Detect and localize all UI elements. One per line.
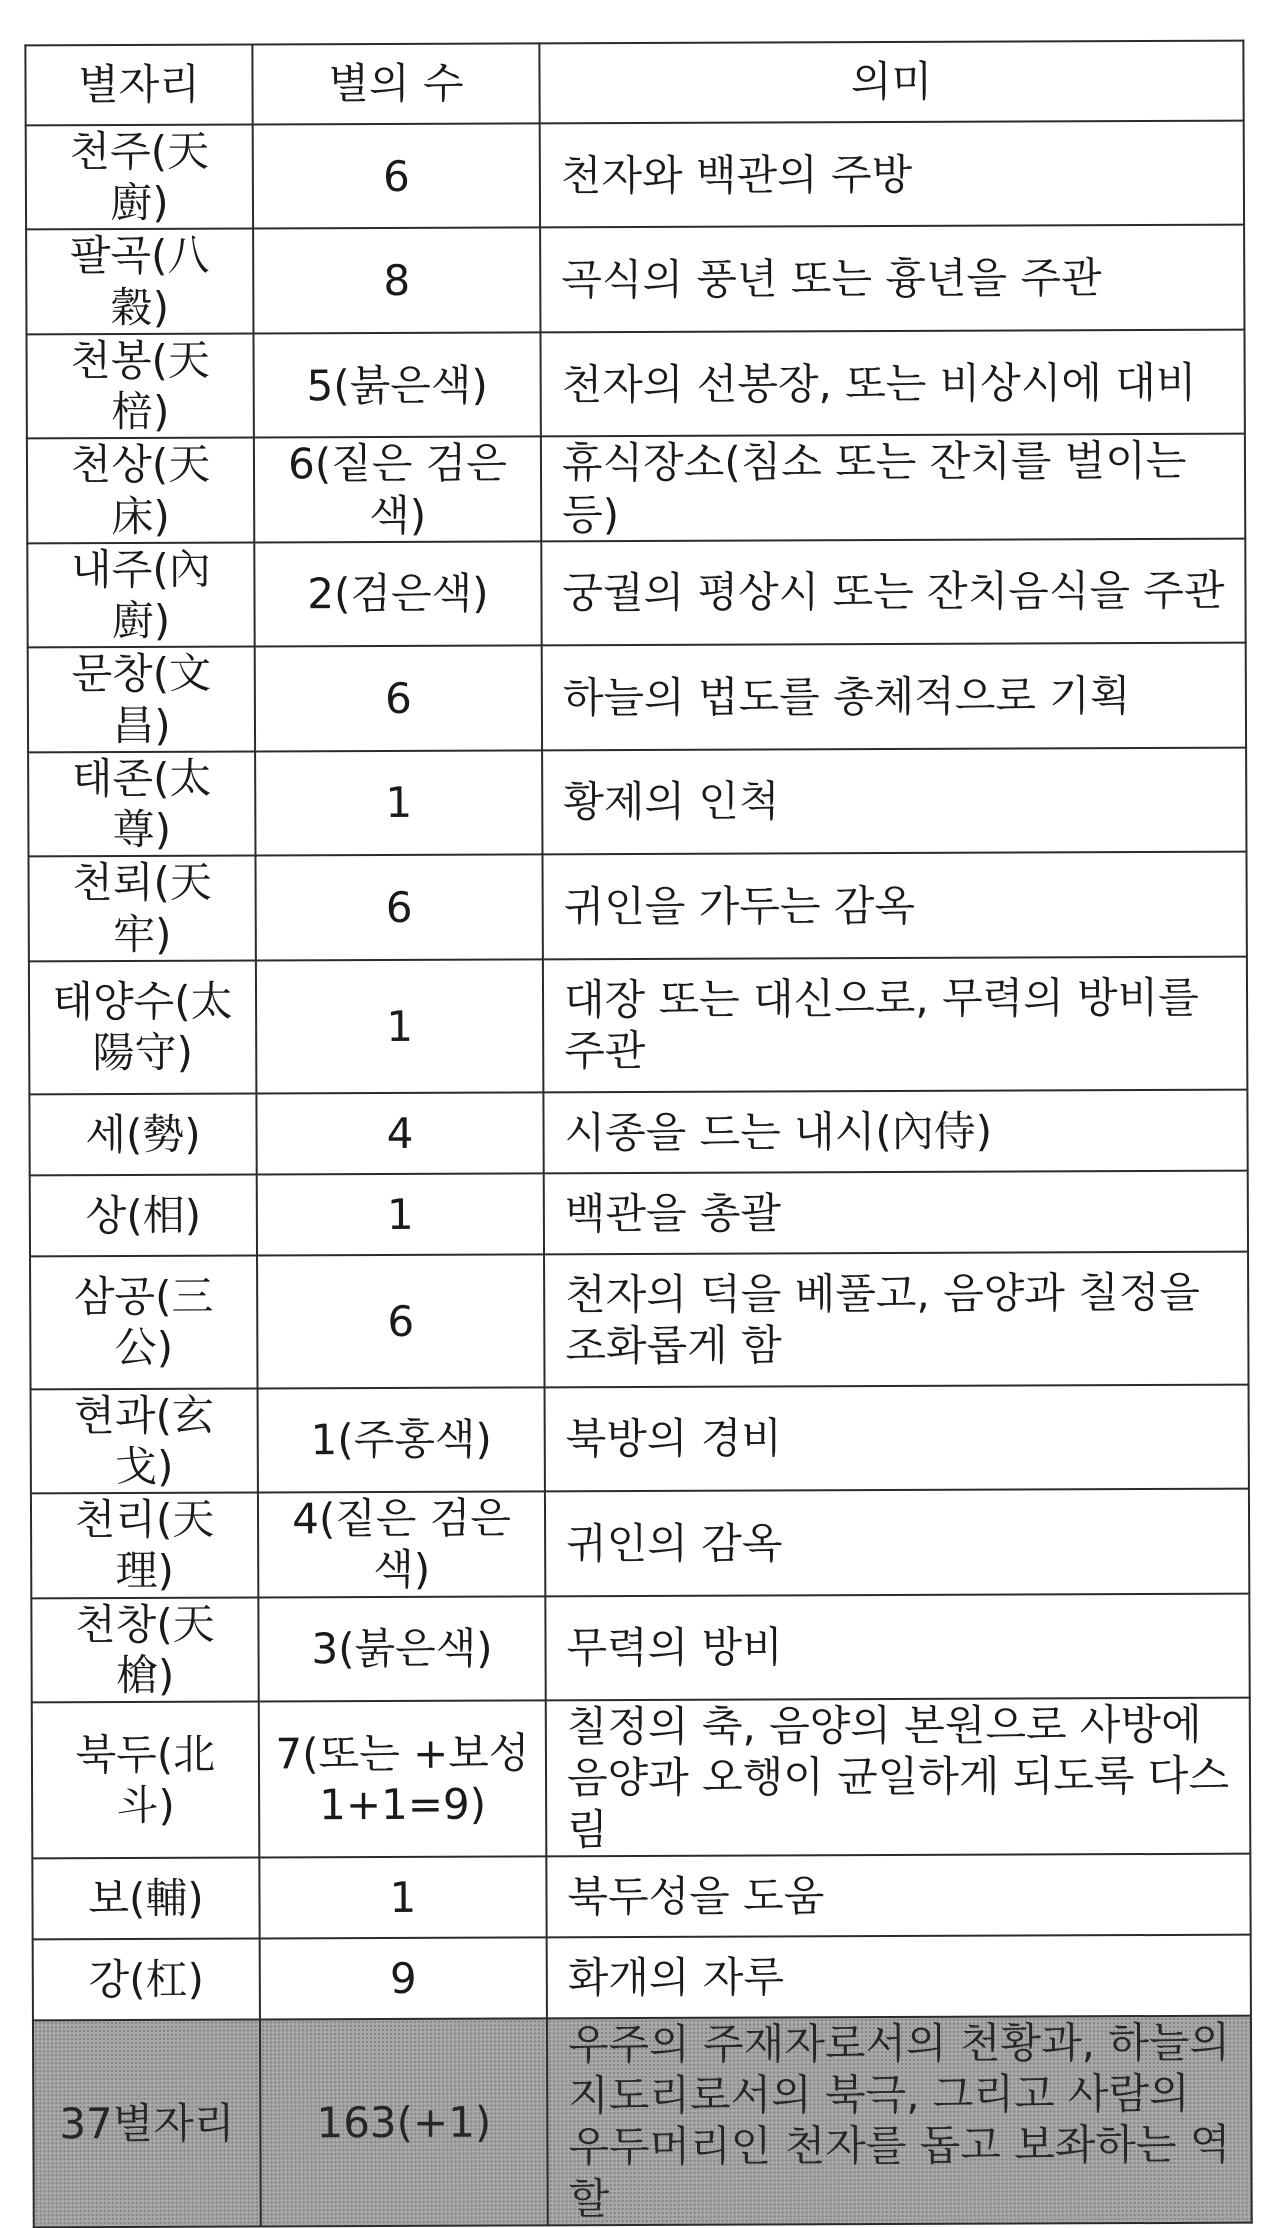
- constellation-name: 문창(文昌): [28, 647, 255, 752]
- table-row: [29, 1089, 1247, 1175]
- constellation-name: 천뢰(天牢): [28, 856, 255, 961]
- star-count: 1: [256, 959, 544, 1093]
- star-count: 1: [255, 750, 542, 856]
- star-count: 1: [259, 1856, 546, 1938]
- table-row: [26, 330, 1244, 439]
- constellation-name: 천리(天理): [31, 1493, 258, 1598]
- meaning: 칠정의 축, 음양의 본원으로 사방에 음양과 오행이 균일하게 되도록 다스림: [546, 1698, 1251, 1856]
- constellation-table: [24, 40, 1252, 2228]
- star-count: 7(또는 +보성1+1=9): [259, 1701, 547, 1858]
- meaning: 대장 또는 대신으로, 무력의 방비를 주관: [543, 956, 1248, 1092]
- header-meaning: 의미: [539, 41, 1243, 124]
- table-row: [29, 956, 1248, 1094]
- meaning: 천자의 덕을 베풀고, 음양과 칠정을 조화롭게 함: [544, 1251, 1249, 1387]
- table-row: [27, 434, 1245, 543]
- meaning: 휴식장소(침소 또는 잔치를 벌이는 등): [541, 434, 1245, 541]
- star-count: 6(짙은 검은색): [254, 437, 541, 543]
- table-row: [28, 643, 1246, 752]
- meaning: 백관을 총괄: [544, 1170, 1248, 1254]
- star-count: 2(검은색): [254, 541, 541, 647]
- constellation-table-page: [24, 40, 1249, 2223]
- star-count: 8: [253, 228, 540, 334]
- constellation-name: 상(相): [30, 1174, 257, 1256]
- constellation-name: 보(輔): [32, 1857, 259, 1939]
- meaning: 화개의 자루: [547, 1935, 1251, 2019]
- constellation-name: 세(勢): [29, 1093, 256, 1175]
- constellation-name: 북두(北斗): [32, 1702, 260, 1859]
- constellation-name: 태양수(太陽守): [29, 960, 257, 1094]
- star-count: 6: [253, 123, 540, 229]
- table-row: [27, 539, 1245, 648]
- star-count: 4(짙은 검은색): [258, 1492, 545, 1598]
- star-count: 3(붉은색): [258, 1596, 545, 1702]
- constellation-name: 천주(天廚): [26, 124, 253, 229]
- table-row: [26, 225, 1244, 334]
- table-row: [28, 852, 1246, 961]
- meaning: 황제의 인척: [542, 747, 1246, 854]
- constellation-name: 내주(內廚): [27, 542, 254, 647]
- constellation-name: 팔곡(八穀): [26, 229, 253, 334]
- star-count: 1(주홍색): [258, 1387, 545, 1493]
- table-row: [31, 1384, 1249, 1493]
- header-constellation: 별자리: [25, 44, 252, 125]
- table-row: [32, 1854, 1250, 1940]
- table-row: [31, 1489, 1249, 1598]
- table-header-row: [25, 41, 1243, 126]
- header-star-count: 별의 수: [252, 43, 539, 124]
- star-count: 5(붉은색): [253, 332, 540, 438]
- star-count: 9: [260, 1937, 547, 2019]
- meaning: 곡식의 풍년 또는 흉년을 주관: [540, 225, 1244, 332]
- table-row: [26, 121, 1244, 230]
- meaning: 귀인을 가두는 감옥: [542, 852, 1246, 959]
- constellation-name: 천상(天床): [27, 438, 254, 543]
- star-count: 4: [256, 1092, 543, 1174]
- meaning: 북두성을 도움: [546, 1854, 1250, 1938]
- table-row: [30, 1251, 1249, 1389]
- constellation-name: 삼공(三公): [30, 1255, 258, 1389]
- meaning: 귀인의 감옥: [545, 1489, 1249, 1596]
- meaning: 시종을 드는 내시(內侍): [543, 1089, 1247, 1173]
- star-count: 6: [255, 646, 542, 752]
- star-count: 1: [257, 1173, 544, 1255]
- constellation-name: 천창(天槍): [31, 1597, 258, 1702]
- meaning: 궁궐의 평상시 또는 잔치음식을 주관: [541, 539, 1245, 646]
- meaning: 하늘의 법도를 총체적으로 기획: [542, 643, 1246, 750]
- total-meaning: 우주의 주재자로서의 천황과, 하늘의 지도리로서의 북극, 그리고 사람의 우두머리인 천자를 돕고 보좌하는 역할: [547, 2016, 1252, 2226]
- constellation-name: 현과(玄戈): [31, 1388, 258, 1493]
- constellation-name: 천봉(天棓): [26, 333, 253, 438]
- meaning: 북방의 경비: [545, 1384, 1249, 1491]
- constellation-name: 강(杠): [33, 1938, 260, 2020]
- table-row: [32, 1698, 1251, 1858]
- table-row: [30, 1170, 1248, 1256]
- table-total-row: [33, 2016, 1252, 2228]
- meaning: 천자와 백관의 주방: [540, 121, 1244, 228]
- constellation-name: 태존(太尊): [28, 751, 255, 856]
- table-row: [28, 747, 1246, 856]
- table-row: [31, 1593, 1249, 1702]
- meaning: 무력의 방비: [545, 1593, 1249, 1700]
- star-count: 6: [257, 1254, 545, 1388]
- star-count: 6: [255, 855, 542, 961]
- table-row: [33, 1935, 1251, 2021]
- total-star-count: 163(+1): [260, 2018, 548, 2226]
- total-constellations: 37별자리: [33, 2019, 261, 2227]
- meaning: 천자의 선봉장, 또는 비상시에 대비: [540, 330, 1244, 437]
